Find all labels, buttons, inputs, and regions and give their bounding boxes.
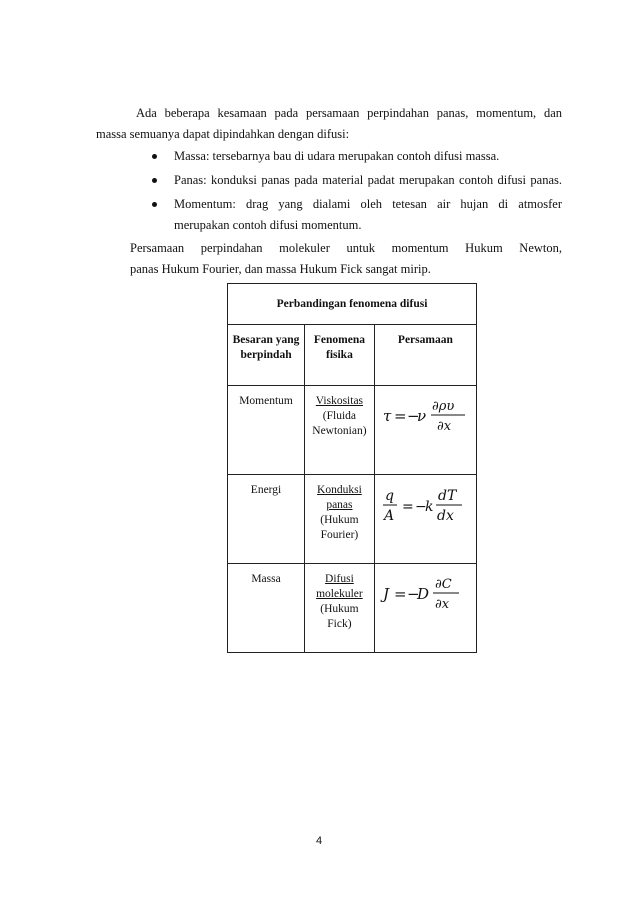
svg-text:k: k (425, 499, 434, 515)
bullet-icon (152, 178, 157, 183)
cell-quantity: Energi (228, 475, 305, 564)
table-row (228, 386, 477, 475)
cell-quantity: Massa (228, 564, 305, 653)
intro-paragraph-line-2: massa semuanya dapat dipindahkan dengan difusi: (96, 127, 350, 141)
list-item (150, 194, 562, 236)
bullet-icon (152, 202, 157, 207)
cell-phenomenon (305, 564, 375, 653)
phenomenon-line: (Hukum (320, 603, 359, 615)
cell-quantity: Momentum (228, 386, 305, 475)
cell-equation (374, 475, 476, 564)
svg-text:∂ρυ: ∂ρυ (432, 399, 455, 414)
fick-diffusion-equation (375, 574, 476, 614)
svg-text:∂x: ∂x (437, 419, 452, 434)
table-caption: Perbandingan fenomena difusi (228, 284, 477, 325)
list-item (150, 146, 562, 167)
phenomenon-line: Fourier) (320, 529, 359, 541)
header-quantity: Besaran yang berpindah (228, 325, 305, 386)
intro-paragraph-line-1: Ada beberapa kesamaan pada persamaan perpindahan panas, momentum, dan (136, 106, 562, 120)
cell-equation (374, 386, 476, 475)
list-item-text-line-2: merupakan contoh difusi momentum. (174, 218, 362, 232)
list-item-text: Panas: konduksi panas pada material padat merupakan contoh difusi panas. (174, 173, 562, 187)
phenomenon-line: Konduksi (317, 484, 362, 496)
table-row (228, 564, 477, 653)
svg-text:dx: dx (437, 508, 455, 524)
diffusion-examples-list (150, 146, 562, 239)
svg-text:q: q (385, 488, 395, 504)
diffusion-comparison-table (227, 283, 477, 653)
svg-text:−: − (407, 407, 420, 425)
header-equation: Persamaan (374, 325, 476, 386)
svg-text:D: D (417, 585, 430, 603)
phenomenon-line: Difusi (325, 573, 354, 585)
phenomenon-line: (Hukum (320, 514, 359, 526)
phenomenon-line: Fick) (327, 618, 352, 630)
table-row (228, 475, 477, 564)
phenomenon-line: Viskositas (315, 395, 364, 407)
list-item (150, 170, 562, 191)
svg-text:=: = (394, 585, 407, 603)
fourier-conduction-equation (375, 485, 476, 527)
table-header-row (228, 325, 477, 386)
page-number: 4 (315, 835, 323, 847)
header-phenomenon: Fenomena fisika (305, 325, 375, 386)
phenomenon-line: panas (326, 499, 353, 511)
svg-text:=: = (402, 499, 415, 515)
bullet-icon (152, 154, 157, 159)
cell-phenomenon (305, 386, 375, 475)
cell-equation (374, 564, 476, 653)
cell-phenomenon (305, 475, 375, 564)
svg-text:=: = (394, 407, 407, 425)
svg-text:τ: τ (383, 407, 392, 425)
svg-text:∂x: ∂x (435, 597, 450, 612)
svg-text:dT: dT (438, 488, 457, 504)
svg-text:−: − (415, 499, 428, 515)
svg-text:ν: ν (417, 407, 427, 425)
newton-viscosity-equation (375, 396, 476, 436)
phenomenon-line: molekuler (316, 588, 363, 600)
svg-text:∂C: ∂C (435, 577, 453, 592)
svg-text:−: − (407, 585, 420, 603)
list-item-text: Massa: tersebarnya bau di udara merupakan contoh difusi massa. (174, 149, 500, 163)
list-item-text: Momentum: drag yang dialami oleh tetesan air hujan di atmosfer (174, 197, 562, 211)
svg-text:A: A (384, 508, 395, 524)
comparison-paragraph-line-2: panas Hukum Fourier, dan massa Hukum Fick sangat mirip. (130, 262, 431, 276)
phenomenon-line: Newtonian) (312, 425, 367, 437)
phenomenon-line: (Fluida (322, 410, 357, 422)
svg-text:J: J (383, 585, 390, 603)
comparison-paragraph-line-1: Persamaan perpindahan molekuler untuk momentum Hukum Newton, (130, 241, 562, 255)
